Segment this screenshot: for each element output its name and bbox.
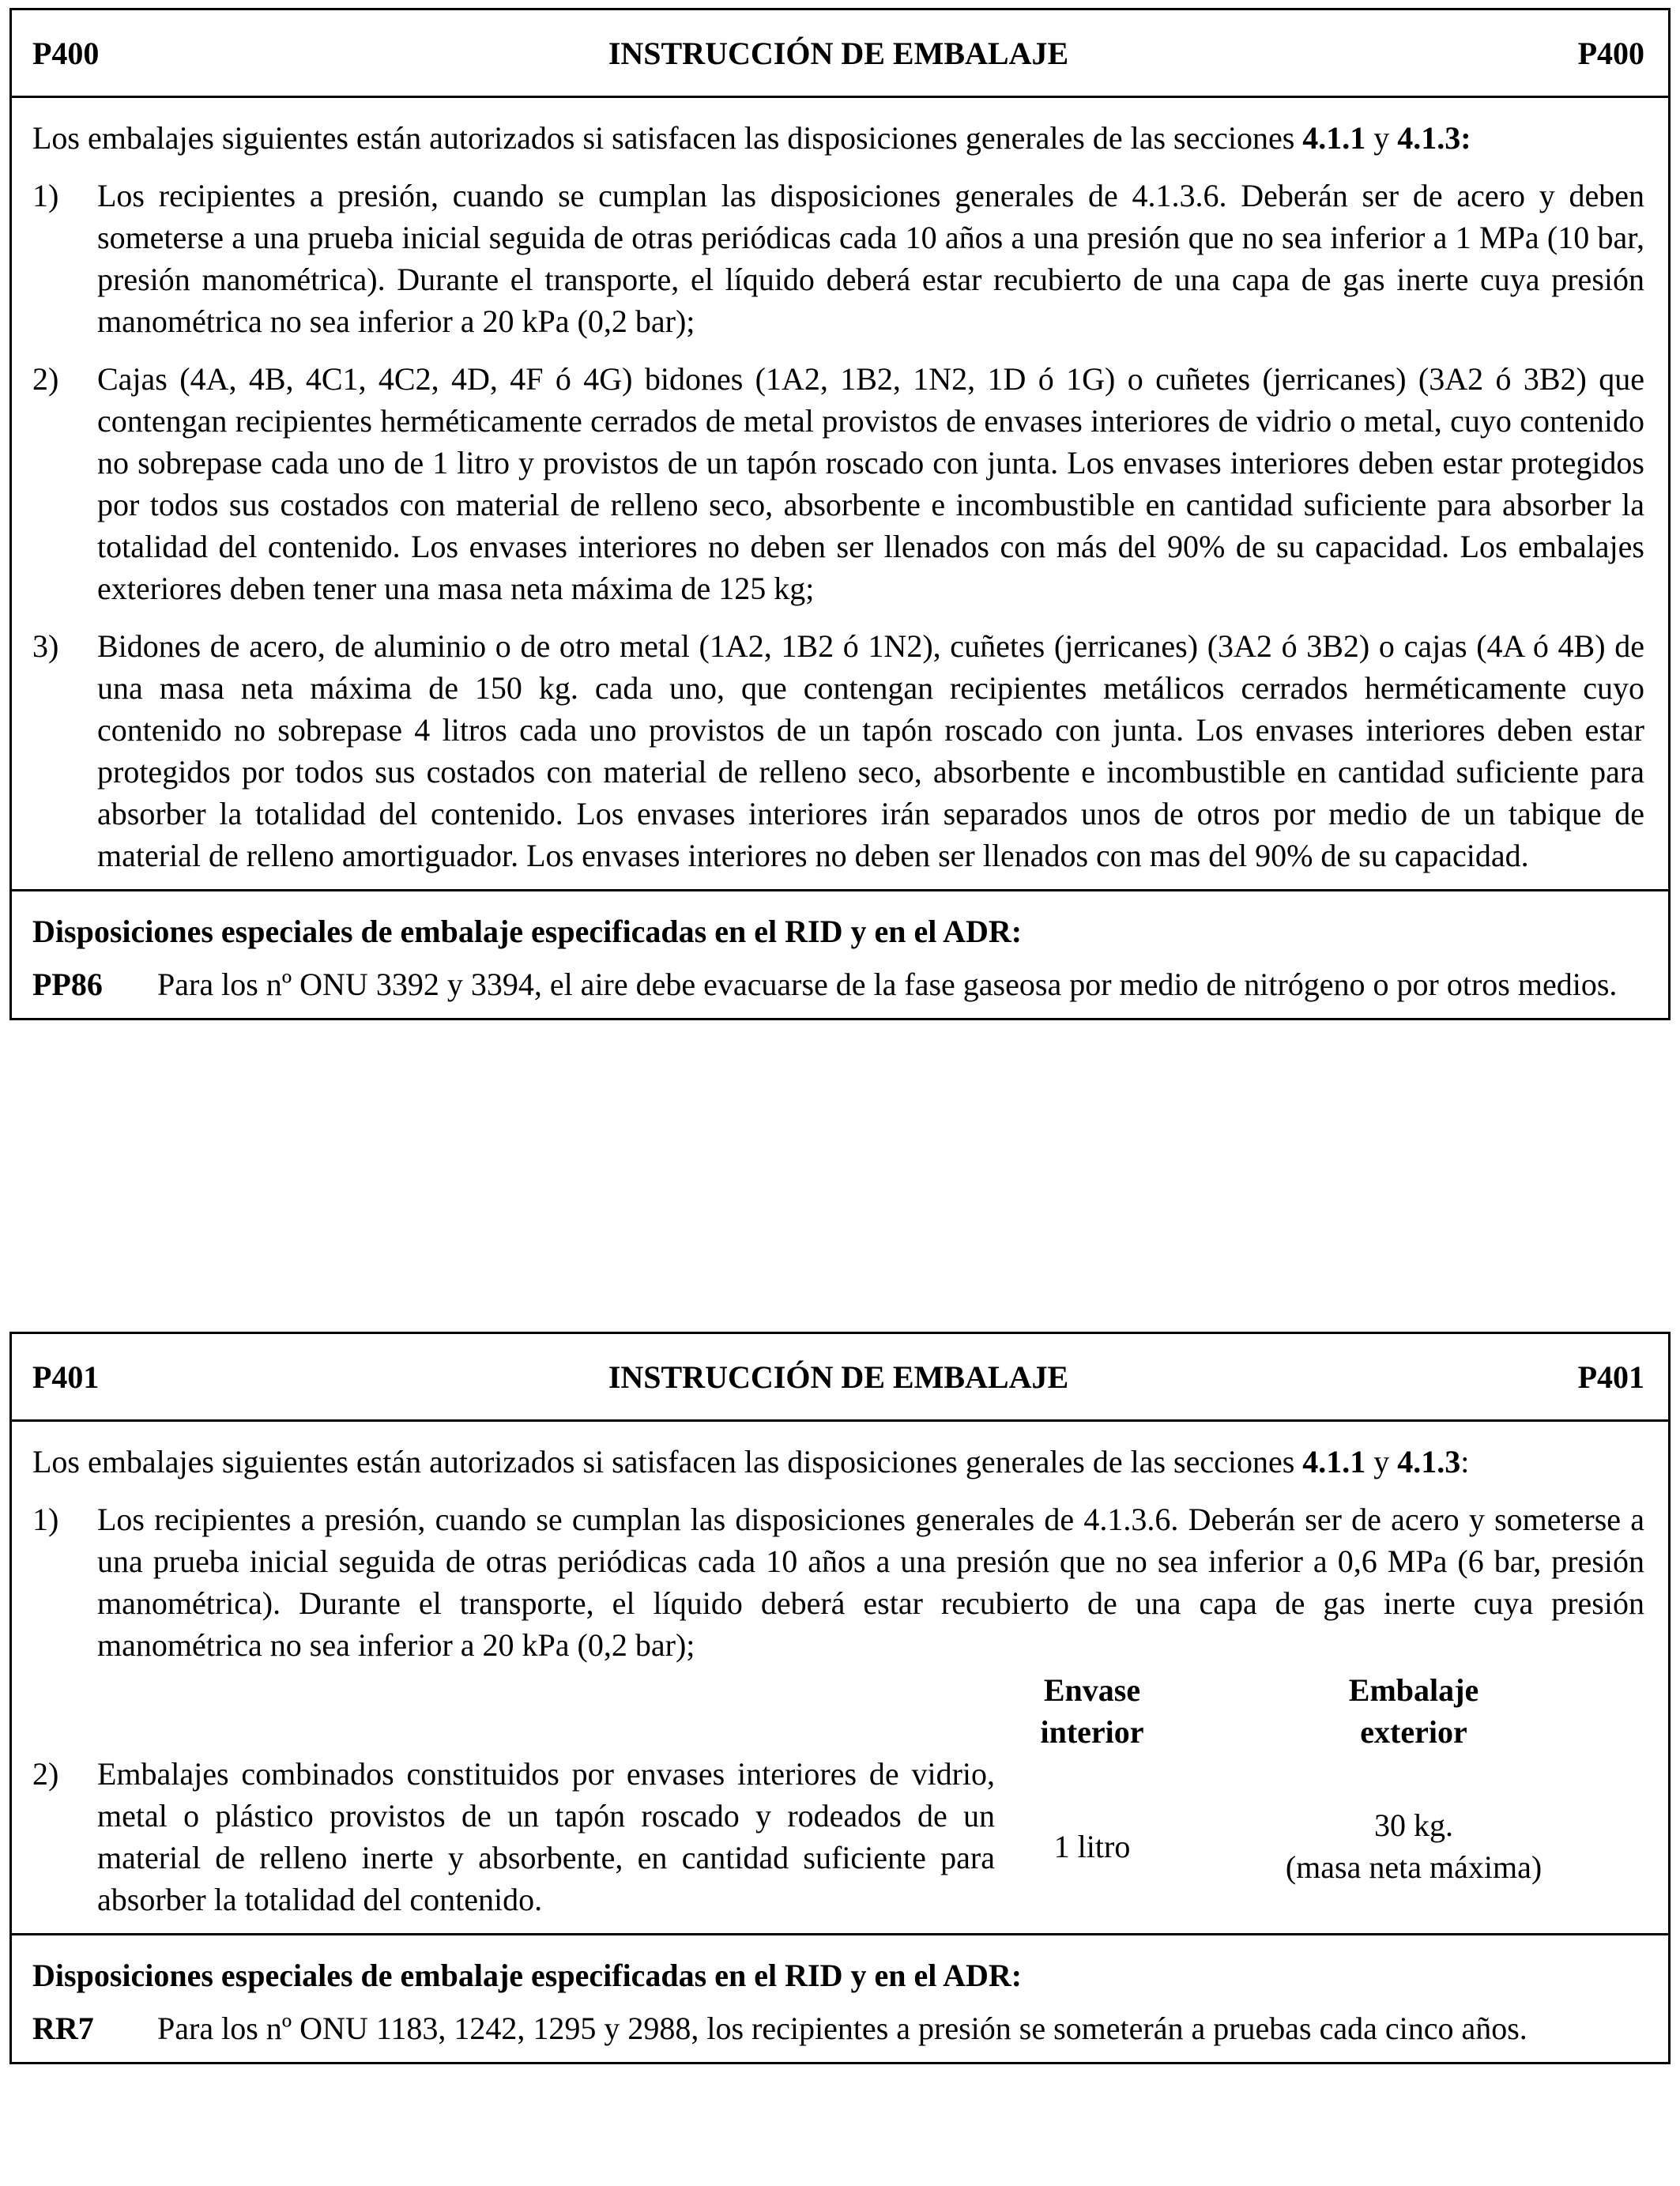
packing-instruction-p400 — [9, 8, 1671, 1020]
p401-item-1-number: 1) — [32, 1502, 59, 1537]
outer-packaging-value — [1183, 1772, 1644, 1920]
p400-item-3 — [32, 625, 1644, 876]
p400-item-2-text: Cajas (4A, 4B, 4C1, 4C2, 4D, 4F ó 4G) bidones (1A2, 1B2, 1N2, 1D ó 1G) o cuñetes (jerricanes) (3A2 ó 3B2) que contengan recipientes herméticamente cerrados de metal provistos de envases interiores de vidrio o metal, cuyo contenido no sobrepase cada uno de 1 litro y provistos de un tapón roscado con junta. Los envases interiores deben estar protegidos por todos sus costados con material de relleno seco, absorbente e incombustible en cantidad suficiente para absorber la totalidad del contenido. Los envases interiores no deben ser llenados con más del 90% de su capacidad. Los embalajes exteriores deben tener una masa neta máxima de 125 kg; — [97, 361, 1644, 606]
p401-intro-ref2: 4.1.3 — [1397, 1444, 1461, 1479]
p401-item-2-number: 2) — [32, 1756, 59, 1792]
p401-intro-colon: : — [1460, 1444, 1470, 1479]
p401-intro-text: Los embalajes siguientes están autorizados si satisfacen las disposiciones generales de las secciones — [32, 1444, 1295, 1479]
p400-title: INSTRUCCIÓN DE EMBALAJE — [608, 35, 1069, 71]
inner-packaging-header — [1001, 1669, 1183, 1772]
p401-header — [12, 1334, 1668, 1422]
p400-item-2 — [32, 358, 1644, 609]
outer-value-line-1: 30 kg. — [1374, 1807, 1453, 1843]
p401-intro-and: y — [1373, 1444, 1390, 1479]
p401-title: INSTRUCCIÓN DE EMBALAJE — [608, 1359, 1069, 1395]
p400-intro-and: y — [1373, 120, 1390, 156]
p400-item-1-number: 1) — [32, 178, 59, 213]
p401-item-1 — [32, 1498, 1644, 1666]
p401-code-left: P401 — [32, 1359, 100, 1395]
outer-header-line-2: exterior — [1360, 1714, 1467, 1750]
outer-packaging-column — [1183, 1669, 1644, 1920]
p400-intro-text: Los embalajes siguientes están autorizados si satisfacen las disposiciones generales de las secciones — [32, 120, 1295, 156]
p401-item-2 — [32, 1669, 1001, 1920]
p401-item-2-table — [32, 1669, 1644, 1920]
p401-body — [12, 1422, 1668, 1933]
inner-packaging-column — [1001, 1669, 1183, 1920]
p400-provision-text: Para los nº ONU 3392 y 3394, el aire debe evacuarse de la fase gaseosa por medio de nitrógeno o por otros medios. — [157, 967, 1618, 1002]
p400-intro-ref2: 4.1.3: — [1397, 120, 1471, 156]
p400-item-1-text: Los recipientes a presión, cuando se cumplan las disposiciones generales de 4.1.3.6. Deberán ser de acero y deben someterse a una prueba inicial seguida de otras periódicas cada 10 años a una presión que no sea inferior a 1 MPa (10 bar, presión manométrica). Durante el transporte, el líquido deberá estar recubierto de una capa de gas inerte cuya presión manométrica no sea inferior a 20 kPa (0,2 bar); — [97, 178, 1644, 339]
p401-item-2-text: Embalajes combinados constituidos por envases interiores de vidrio, metal o plástico provistos de un tapón roscado y rodeados de un material de relleno inerte y absorbente, en cantidad suficiente para absorber la totalidad del contenido. — [97, 1756, 995, 1917]
p400-item-3-number: 3) — [32, 628, 59, 664]
p400-intro — [32, 117, 1644, 159]
p400-header — [12, 10, 1668, 98]
p401-provision-code: RR7 — [32, 2011, 94, 2046]
p401-provision-text: Para los nº ONU 1183, 1242, 1295 y 2988, los recipientes a presión se someterán a pruebas cada cinco años. — [157, 2011, 1527, 2046]
p400-code-left: P400 — [32, 35, 100, 71]
p400-special-heading: Disposiciones especiales de embalaje especificadas en el RID y en el ADR: — [32, 914, 1023, 949]
outer-header-line-1: Embalaje — [1348, 1672, 1479, 1708]
p401-item-1-text: Los recipientes a presión, cuando se cumplan las disposiciones generales de 4.1.3.6. Deberán ser de acero y someterse a una prueba inicial seguida de otras periódicas cada 10 años a una presión que no sea inferior a 0,6 MPa (6 bar, presión manométrica). Durante el transporte, el líquido deberá estar recubierto de una capa de gas inerte cuya presión manométrica no sea inferior a 20 kPa (0,2 bar); — [97, 1502, 1644, 1663]
inner-packaging-value: 1 litro — [1053, 1828, 1131, 1864]
inner-header-line-2: interior — [1040, 1714, 1144, 1750]
p400-item-3-text: Bidones de acero, de aluminio o de otro metal (1A2, 1B2 ó 1N2), cuñetes (jerricanes) (3A2 ó 3B2) o cajas (4A ó 4B) de una masa neta máxima de 150 kg. cada uno, que contengan recipientes metálicos cerrados herméticamente cuyo contenido no sobrepase 4 litros cada uno provistos de un tapón roscado con junta. Los envases interiores deben estar protegidos por todos sus costados con material de relleno seco, absorbente e incombustible en cantidad suficiente para absorber la totalidad del contenido. Los envases interiores irán separados unos de otros por medio de un tabique de material de relleno amortiguador. Los envases interiores no deben ser llenados con mas del 90% de su capacidad. — [97, 628, 1644, 873]
p401-special-heading: Disposiciones especiales de embalaje especificadas en el RID y en el ADR: — [32, 1958, 1023, 1993]
outer-value-line-2: (masa neta máxima) — [1285, 1849, 1543, 1885]
p400-intro-ref1: 4.1.1 — [1302, 120, 1366, 156]
outer-packaging-header — [1183, 1669, 1644, 1772]
inner-header-line-1: Envase — [1043, 1672, 1141, 1708]
p401-code-right: P401 — [1577, 1359, 1644, 1395]
p401-intro — [32, 1441, 1644, 1483]
p401-special-provisions — [12, 1933, 1668, 2062]
p400-provision-row — [32, 963, 1644, 1005]
p400-item-1 — [32, 175, 1644, 342]
p400-code-right: P400 — [1577, 35, 1644, 71]
p401-provision-row — [32, 2007, 1644, 2049]
p400-body — [12, 98, 1668, 889]
p400-special-provisions — [12, 889, 1668, 1018]
p401-intro-ref1: 4.1.1 — [1302, 1444, 1366, 1479]
packing-instruction-p401 — [9, 1332, 1671, 2064]
p400-provision-code: PP86 — [32, 967, 103, 1002]
p400-item-2-number: 2) — [32, 361, 59, 397]
